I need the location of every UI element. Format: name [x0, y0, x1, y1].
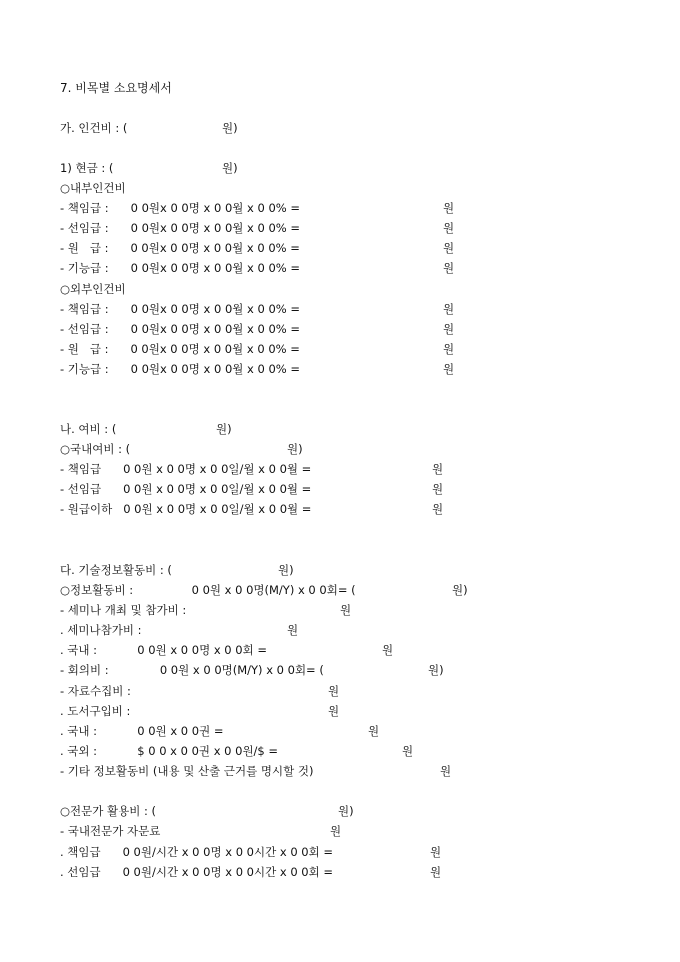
book-purchase-unit: 원 — [328, 704, 340, 718]
internal-row-unit: 원 — [443, 241, 455, 255]
personnel-heading: 가. 인건비 : ( — [60, 121, 128, 135]
internal-row: - 원 급 : 0 0원x 0 0명 x 0 0월 x 0 0% = — [60, 241, 300, 255]
personnel-heading-unit: 원) — [222, 121, 238, 135]
other-activity-unit: 원 — [440, 764, 452, 778]
info-activity-unit: 원) — [452, 583, 468, 597]
section-title: 7. 비목별 소요명세서 — [60, 81, 172, 95]
travel-row-unit: 원 — [432, 502, 444, 516]
other-activity-line: - 기타 정보활동비 (내용 및 산출 근거를 명시할 것) — [60, 764, 314, 778]
external-row-unit: 원 — [443, 362, 455, 376]
external-row: - 원 급 : 0 0원x 0 0명 x 0 0월 x 0 0% = — [60, 342, 300, 356]
book-foreign-line: . 국외 : $ 0 0 x 0 0권 x 0 0원/$ = — [60, 744, 279, 758]
external-row: - 선임급 : 0 0원x 0 0명 x 0 0월 x 0 0% = — [60, 322, 300, 336]
seminar-domestic-line: . 국내 : 0 0원 x 0 0명 x 0 0회 = — [60, 643, 267, 657]
external-row-unit: 원 — [443, 322, 455, 336]
internal-row: - 책임급 : 0 0원x 0 0명 x 0 0월 x 0 0% = — [60, 201, 300, 215]
seminar-line: - 세미나 개최 및 참가비 : — [60, 603, 187, 617]
internal-personnel-label: ○내부인건비 — [60, 181, 126, 195]
seminar-fee-unit: 원 — [287, 623, 299, 637]
travel-row: - 선임급 0 0원 x 0 0명 x 0 0일/월 x 0 0월 = — [60, 482, 312, 496]
external-row-unit: 원 — [443, 342, 455, 356]
data-collection-line: - 자료수집비 : — [60, 684, 131, 698]
domestic-travel-label: ○국내여비 : ( — [60, 442, 131, 456]
travel-heading-unit: 원) — [216, 422, 232, 436]
domestic-travel-unit: 원) — [287, 442, 303, 456]
internal-row: - 기능급 : 0 0원x 0 0명 x 0 0월 x 0 0% = — [60, 261, 300, 275]
travel-heading: 나. 여비 : ( — [60, 422, 117, 436]
external-row: - 기능급 : 0 0원x 0 0명 x 0 0월 x 0 0% = — [60, 362, 300, 376]
seminar-fee-line: . 세미나참가비 : — [60, 623, 142, 637]
tech-heading: 다. 기술정보활동비 : ( — [60, 563, 172, 577]
expert-row: . 책임급 0 0원/시간 x 0 0명 x 0 0시간 x 0 0회 = — [60, 845, 334, 859]
domestic-expert-unit: 원 — [330, 824, 342, 838]
tech-heading-unit: 원) — [278, 563, 294, 577]
domestic-expert-line: - 국내전문가 자문료 — [60, 824, 161, 838]
expert-label: ○전문가 활용비 : ( — [60, 804, 157, 818]
data-collection-unit: 원 — [328, 684, 340, 698]
book-purchase-line: . 도서구입비 : — [60, 704, 131, 718]
travel-row: - 책임급 0 0원 x 0 0명 x 0 0일/월 x 0 0월 = — [60, 462, 312, 476]
seminar-unit: 원 — [340, 603, 352, 617]
expert-row: . 선임급 0 0원/시간 x 0 0명 x 0 0시간 x 0 0회 = — [60, 865, 334, 879]
book-domestic-unit: 원 — [368, 724, 380, 738]
info-activity-line: ○정보활동비 : 0 0원 x 0 0명(M/Y) x 0 0회= ( — [60, 583, 356, 597]
book-domestic-line: . 국내 : 0 0원 x 0 0권 = — [60, 724, 224, 738]
travel-row: - 원급이하 0 0원 x 0 0명 x 0 0일/월 x 0 0월 = — [60, 502, 312, 516]
external-personnel-label: ○외부인건비 — [60, 282, 126, 296]
travel-row-unit: 원 — [432, 482, 444, 496]
external-row-unit: 원 — [443, 302, 455, 316]
meeting-unit: 원) — [428, 663, 444, 677]
internal-row: - 선임급 : 0 0원x 0 0명 x 0 0월 x 0 0% = — [60, 221, 300, 235]
expert-row-unit: 원 — [430, 845, 442, 859]
expert-label-unit: 원) — [338, 804, 354, 818]
expert-row-unit: 원 — [430, 865, 442, 879]
meeting-line: - 회의비 : 0 0원 x 0 0명(M/Y) x 0 0회= ( — [60, 663, 324, 677]
cash-heading: 1) 현금 : ( — [60, 161, 114, 175]
internal-row-unit: 원 — [443, 261, 455, 275]
seminar-domestic-unit: 원 — [382, 643, 394, 657]
book-foreign-unit: 원 — [402, 744, 414, 758]
external-row: - 책임급 : 0 0원x 0 0명 x 0 0월 x 0 0% = — [60, 302, 300, 316]
cash-heading-unit: 원) — [222, 161, 238, 175]
travel-row-unit: 원 — [432, 462, 444, 476]
internal-row-unit: 원 — [443, 221, 455, 235]
internal-row-unit: 원 — [443, 201, 455, 215]
